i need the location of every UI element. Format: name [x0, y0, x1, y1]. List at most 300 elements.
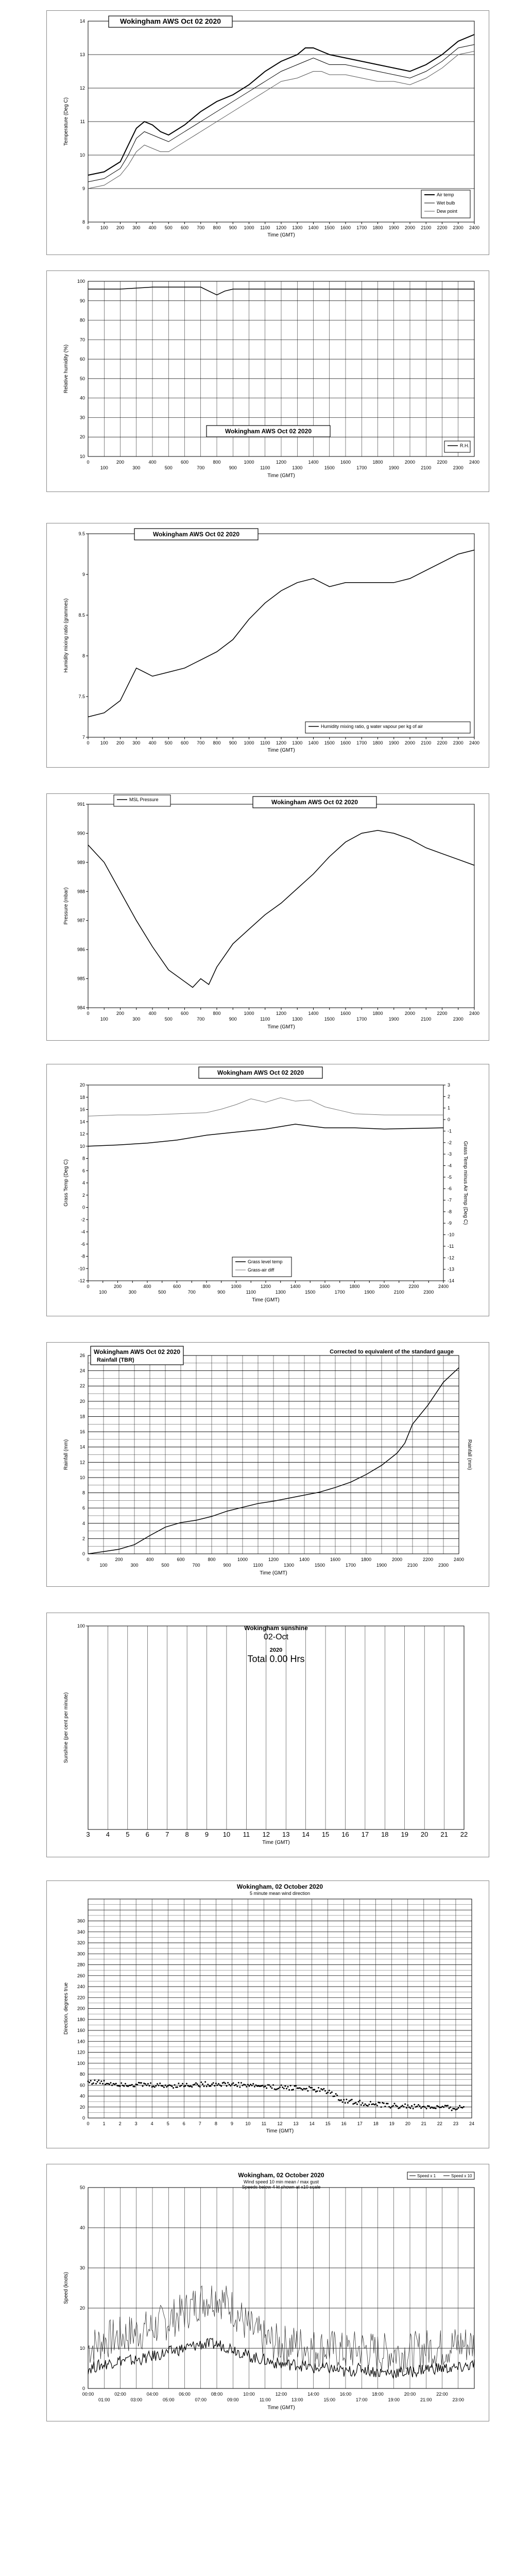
x-tick-label: 1500	[324, 465, 335, 470]
data-point	[443, 2106, 444, 2108]
chart-title: Wokingham AWS Oct 02 2020	[225, 428, 312, 435]
data-point	[366, 2105, 367, 2106]
data-point	[154, 2086, 156, 2088]
x-tick-label: 17:00	[355, 2397, 368, 2402]
y-tick-label: 8	[82, 1490, 85, 1496]
data-point	[183, 2086, 185, 2087]
data-point	[304, 2088, 306, 2090]
data-point	[294, 2086, 295, 2087]
data-point	[459, 2105, 460, 2107]
chart-panel-grass	[46, 1064, 489, 1316]
x-tick-label: 2000	[404, 225, 416, 230]
x-tick-label: 08:00	[211, 2392, 223, 2397]
x-tick-label: 10:00	[243, 2392, 255, 2397]
data-point	[323, 2088, 324, 2090]
data-point	[444, 2105, 446, 2106]
x-tick-label: 2400	[469, 1011, 480, 1016]
legend-label: R.H.	[460, 443, 469, 448]
y-tick-label: 988	[77, 889, 85, 894]
x-tick-label: 4	[106, 1831, 110, 1838]
data-point	[456, 2108, 458, 2110]
data-point	[271, 2087, 272, 2089]
data-point	[139, 2082, 141, 2083]
data-point	[227, 2082, 229, 2083]
x-tick-label: 0	[87, 1011, 90, 1016]
data-point	[303, 2088, 305, 2090]
y-tick-label: 10	[79, 1143, 85, 1149]
x-tick-label: 100	[100, 465, 108, 470]
data-point	[252, 2083, 254, 2084]
data-point	[360, 2104, 362, 2106]
y-tick-label: 986	[77, 947, 85, 953]
data-point	[148, 2085, 150, 2087]
x-tick-label: 1600	[340, 740, 351, 745]
data-point	[314, 2089, 315, 2090]
data-point	[455, 2109, 456, 2110]
y-tick-label: 100	[77, 279, 85, 284]
x-tick-label: 2400	[469, 460, 480, 465]
data-point	[398, 2108, 399, 2109]
x-axis-label: Time (GMT)	[267, 748, 295, 753]
y-tick-label: 10	[79, 2346, 85, 2351]
data-point	[408, 2107, 410, 2108]
x-tick-label: 01:00	[98, 2397, 110, 2402]
y-tick-label: 200	[77, 2006, 85, 2011]
data-point	[93, 2082, 94, 2084]
x-tick-label: 1300	[292, 740, 303, 745]
y2-tick-label: -7	[448, 1197, 452, 1203]
x-tick-label: 400	[143, 1284, 151, 1289]
x-tick-label: 2400	[453, 1557, 465, 1562]
chart-svg-mix	[47, 523, 490, 768]
title-box	[109, 16, 232, 27]
data-point	[234, 2084, 235, 2086]
x-tick-label: 2100	[421, 740, 432, 745]
y-tick-label: 14	[79, 1444, 85, 1450]
data-point	[316, 2090, 318, 2092]
data-point	[383, 2103, 385, 2104]
x-tick-label: 900	[229, 740, 237, 745]
data-point	[386, 2103, 387, 2105]
y2-tick-label: -2	[448, 1140, 452, 1145]
data-point	[238, 2082, 239, 2083]
x-tick-label: 1	[102, 2121, 106, 2126]
y-tick-label: 9	[82, 572, 85, 577]
data-point	[330, 2092, 331, 2094]
x-tick-label: 20	[420, 1831, 428, 1838]
data-point	[267, 2084, 269, 2086]
y-tick-label: 10	[79, 454, 85, 459]
x-axis-label: Time (GMT)	[267, 1024, 295, 1030]
data-point	[458, 2107, 459, 2109]
data-point	[438, 2106, 439, 2107]
x-tick-label: 300	[130, 1563, 139, 1568]
data-point	[278, 2088, 279, 2089]
data-point	[220, 2086, 222, 2087]
x-tick-label: 14:00	[307, 2392, 319, 2397]
x-tick-label: 1900	[388, 465, 399, 470]
data-point	[202, 2083, 203, 2085]
x-tick-label: 500	[161, 1563, 169, 1568]
data-point	[231, 2083, 233, 2085]
data-point	[347, 2102, 349, 2104]
chart-title: Wokingham AWS Oct 02 2020	[119, 17, 221, 25]
x-tick-label: 1300	[292, 465, 303, 470]
x-tick-label: 3	[86, 1831, 90, 1838]
data-point	[143, 2082, 145, 2084]
data-point	[159, 2082, 161, 2084]
data-point	[241, 2082, 242, 2083]
y-tick-label: -8	[80, 1253, 85, 1259]
x-tick-label: 1200	[276, 460, 287, 465]
x-axis-label: Time (GMT)	[262, 1840, 290, 1845]
data-point	[132, 2086, 134, 2087]
legend	[444, 441, 470, 452]
data-point	[258, 2085, 260, 2087]
x-tick-label: 9	[204, 1831, 209, 1838]
data-point	[165, 2084, 166, 2086]
x-tick-label: 04:00	[146, 2392, 159, 2397]
x-tick-label: 2300	[438, 1563, 449, 1568]
data-point	[105, 2083, 106, 2085]
data-point	[397, 2106, 398, 2107]
chart-panel-temp	[46, 10, 489, 255]
y-tick-label: 180	[77, 2016, 85, 2022]
data-point	[346, 2098, 347, 2100]
y-tick-label: 4	[82, 1180, 85, 1185]
y-tick-label: 6	[82, 1168, 85, 1174]
data-point	[418, 2104, 419, 2106]
data-point	[395, 2105, 397, 2106]
y-tick-label: 60	[79, 2082, 85, 2088]
x-tick-label: 2	[118, 2121, 122, 2126]
chart-subtitle: 02-Oct	[263, 1633, 289, 1641]
y-tick-label: 260	[77, 1973, 85, 1978]
x-tick-label: 2300	[453, 225, 464, 230]
legend	[232, 1257, 291, 1277]
x-tick-label: 0	[87, 1284, 90, 1289]
y-tick-label: 20	[79, 2306, 85, 2311]
y-tick-label: 0	[82, 2386, 85, 2391]
x-axis-label: Time (GMT)	[266, 2128, 294, 2134]
data-point	[197, 2083, 198, 2085]
data-point	[184, 2085, 186, 2087]
data-point	[113, 2083, 114, 2084]
data-point	[442, 2106, 443, 2107]
chart-panel-rain	[46, 1342, 489, 1587]
y2-tick-label: -4	[448, 1163, 452, 1168]
data-point	[435, 2108, 437, 2109]
y-tick-label: 4	[82, 1520, 85, 1526]
x-tick-label: 300	[128, 1290, 136, 1295]
x-tick-label: 07:00	[195, 2397, 207, 2402]
x-tick-label: 18	[373, 2121, 379, 2126]
data-point	[199, 2086, 201, 2088]
x-tick-label: 300	[132, 740, 141, 745]
data-point	[329, 2090, 330, 2091]
x-tick-label: 1100	[260, 1016, 270, 1022]
y-tick-label: 320	[77, 1940, 85, 1945]
x-tick-label: 600	[180, 225, 189, 230]
x-tick-label: 16	[341, 1831, 349, 1838]
data-point	[298, 2088, 299, 2089]
data-point	[388, 2106, 390, 2108]
data-point	[460, 2107, 462, 2108]
data-point	[218, 2083, 219, 2084]
data-point	[451, 2110, 453, 2111]
data-point	[239, 2086, 241, 2088]
data-point	[391, 2106, 392, 2108]
data-point	[141, 2082, 142, 2083]
data-point	[354, 2103, 355, 2104]
y-tick-label: 0	[82, 1551, 85, 1556]
x-tick-label: 2400	[469, 225, 480, 230]
x-tick-label: 1200	[268, 1557, 279, 1562]
x-tick-label: 900	[229, 465, 237, 470]
data-point	[210, 2085, 211, 2087]
data-point	[272, 2084, 274, 2086]
data-point	[194, 2083, 195, 2085]
x-tick-label: 1100	[246, 1290, 256, 1295]
data-point	[295, 2085, 297, 2087]
data-point	[250, 2084, 251, 2086]
x-tick-label: 10	[222, 1831, 231, 1838]
x-tick-label: 1900	[364, 1290, 375, 1295]
x-tick-label: 200	[113, 1284, 122, 1289]
data-point	[362, 2103, 363, 2104]
y2-tick-label: -3	[448, 1151, 452, 1157]
data-point	[268, 2084, 270, 2086]
plot-area	[88, 534, 474, 737]
y2-tick-label: -12	[448, 1255, 455, 1261]
data-point	[302, 2089, 303, 2091]
x-tick-label: 500	[164, 740, 173, 745]
data-point	[187, 2085, 189, 2087]
x-tick-label: 14	[302, 1831, 310, 1838]
data-point	[336, 2095, 338, 2096]
data-point	[439, 2107, 440, 2108]
y-axis-label: Rainfall (mm)	[63, 1439, 69, 1470]
x-tick-label: 2100	[407, 1563, 418, 1568]
x-tick-label: 700	[197, 740, 205, 745]
data-point	[299, 2087, 301, 2089]
data-point	[338, 2099, 339, 2100]
data-point	[322, 2089, 323, 2090]
x-tick-label: 1500	[324, 225, 335, 230]
data-point	[123, 2086, 125, 2087]
data-point	[115, 2083, 117, 2084]
x-tick-label: 2200	[437, 225, 448, 230]
x-tick-label: 1100	[260, 465, 270, 470]
data-point	[203, 2086, 205, 2087]
data-point	[387, 2103, 389, 2105]
data-point	[251, 2085, 253, 2087]
legend	[407, 2172, 474, 2179]
y2-tick-label: -9	[448, 1221, 452, 1226]
legend-label: Wet bulb	[437, 200, 455, 206]
data-point	[374, 2104, 375, 2106]
title-box	[253, 796, 376, 808]
data-point	[211, 2083, 213, 2085]
y-tick-label: 10	[79, 152, 85, 158]
x-tick-label: 2200	[437, 460, 448, 465]
data-point	[419, 2106, 421, 2107]
x-tick-label: 8	[185, 1831, 189, 1838]
title-box	[134, 529, 258, 540]
x-tick-label: 1800	[372, 1011, 383, 1016]
y2-tick-label: -1	[448, 1128, 452, 1134]
data-point	[447, 2105, 449, 2106]
y2-tick-label: 3	[448, 1082, 451, 1088]
x-tick-label: 100	[99, 1290, 107, 1295]
x-tick-label: 200	[116, 225, 125, 230]
data-point	[179, 2086, 181, 2087]
y-tick-label: 8.5	[78, 613, 85, 618]
data-point	[225, 2082, 226, 2084]
data-point	[157, 2083, 158, 2084]
y-tick-label: -2	[80, 1217, 85, 1223]
data-point	[173, 2087, 174, 2089]
x-tick-label: 1400	[308, 740, 319, 745]
data-point	[356, 2104, 358, 2105]
y-tick-label: 220	[77, 1995, 85, 2001]
x-tick-label: 200	[116, 740, 125, 745]
data-point	[331, 2091, 333, 2093]
chart-year: 2020	[269, 1647, 283, 1653]
x-tick-label: 7	[165, 1831, 169, 1838]
data-point	[129, 2084, 130, 2086]
data-point	[291, 2089, 293, 2091]
x-tick-label: 2000	[391, 1557, 403, 1562]
data-point	[223, 2081, 225, 2083]
data-point	[324, 2090, 326, 2092]
data-point	[119, 2086, 121, 2087]
x-tick-label: 600	[177, 1557, 185, 1562]
x-tick-label: 700	[197, 1016, 205, 1022]
y-tick-label: 120	[77, 2049, 85, 2055]
y-tick-label: 22	[79, 1383, 85, 1389]
data-point	[463, 2106, 465, 2108]
x-tick-label: 1000	[244, 460, 254, 465]
x-tick-label: 5	[126, 1831, 130, 1838]
data-point	[230, 2085, 231, 2087]
x-tick-label: 700	[187, 1290, 196, 1295]
x-tick-label: 500	[164, 225, 173, 230]
data-point	[404, 2104, 406, 2105]
data-point	[249, 2085, 250, 2087]
x-tick-label: 2100	[421, 465, 432, 470]
data-point	[262, 2085, 263, 2087]
x-tick-label: 1000	[244, 740, 254, 745]
data-point	[277, 2088, 278, 2090]
x-tick-label: 18:00	[372, 2392, 384, 2397]
x-tick-label: 2000	[404, 1011, 416, 1016]
y-tick-label: 26	[79, 1353, 85, 1358]
y-tick-label: 0	[82, 1205, 85, 1210]
data-point	[327, 2092, 329, 2093]
legend-label: Speed x 1	[417, 2174, 436, 2178]
x-tick-label: 19	[389, 2121, 394, 2126]
x-axis-label: Time (GMT)	[252, 1297, 280, 1303]
y-tick-label: 7	[82, 735, 85, 740]
data-point	[131, 2084, 133, 2086]
chart-svg-rain	[47, 1343, 490, 1587]
x-tick-label: 11	[243, 1831, 250, 1838]
x-tick-label: 00:00	[82, 2392, 94, 2397]
data-point	[200, 2081, 202, 2083]
y-tick-label: 80	[79, 2072, 85, 2077]
data-point	[318, 2087, 319, 2089]
x-tick-label: 1500	[324, 1016, 335, 1022]
data-point	[342, 2102, 344, 2103]
y-tick-label: 40	[79, 2093, 85, 2099]
data-point	[286, 2088, 287, 2090]
y-tick-label: 280	[77, 1962, 85, 1968]
y-tick-label: 14	[79, 1119, 85, 1125]
x-tick-label: 4	[150, 2121, 153, 2126]
chart-title: Wokingham AWS Oct 02 2020	[93, 1348, 181, 1355]
x-tick-label: 12	[277, 2121, 283, 2126]
x-tick-label: 900	[229, 1016, 237, 1022]
x-tick-label: 1000	[237, 1557, 248, 1562]
y-axis-label: Sunshine (per cent per minute)	[63, 1692, 69, 1764]
x-tick-label: 8	[214, 2121, 217, 2126]
chart-subtitle: 5 minute mean wind direction	[249, 1891, 311, 1896]
chart-title: Wokingham AWS Oct 02 2020	[217, 1069, 304, 1076]
x-tick-label: 06:00	[179, 2392, 191, 2397]
x-tick-label: 0	[87, 225, 90, 230]
y-tick-label: 9	[82, 186, 85, 191]
chart-svg-temp	[47, 11, 490, 256]
x-tick-label: 2400	[438, 1284, 449, 1289]
x-tick-label: 400	[148, 225, 157, 230]
data-point	[282, 2087, 283, 2088]
x-tick-label: 13:00	[291, 2397, 303, 2402]
x-tick-label: 1900	[388, 1016, 399, 1022]
data-point	[114, 2083, 115, 2085]
data-point	[204, 2081, 206, 2083]
data-point	[175, 2087, 177, 2088]
y2-tick-label: -6	[448, 1186, 452, 1192]
x-tick-label: 15:00	[323, 2397, 336, 2402]
title-box	[207, 426, 330, 437]
data-point	[104, 2080, 105, 2081]
y-tick-label: 12	[79, 1460, 85, 1465]
x-tick-label: 12:00	[275, 2392, 287, 2397]
data-point	[326, 2093, 328, 2094]
data-point	[332, 2096, 334, 2097]
y-axis-label: Direction, degrees true	[63, 1982, 69, 2035]
data-point	[311, 2087, 313, 2089]
data-point	[290, 2085, 291, 2087]
y-tick-label: 985	[77, 976, 85, 981]
legend-label: MSL Pressure	[129, 797, 159, 802]
y-tick-label: 991	[77, 802, 85, 807]
data-point	[146, 2084, 147, 2086]
data-point	[349, 2100, 350, 2102]
chart-panel-rh	[46, 270, 489, 492]
x-tick-label: 1300	[292, 225, 303, 230]
y-tick-label: -4	[80, 1229, 85, 1234]
x-tick-label: 600	[180, 460, 189, 465]
data-point	[229, 2084, 230, 2086]
x-tick-label: 17	[361, 1831, 369, 1838]
data-point	[247, 2084, 249, 2086]
chart-panel-sun	[46, 1613, 489, 1857]
data-point	[315, 2091, 317, 2092]
data-point	[403, 2106, 405, 2108]
data-point	[94, 2079, 95, 2081]
